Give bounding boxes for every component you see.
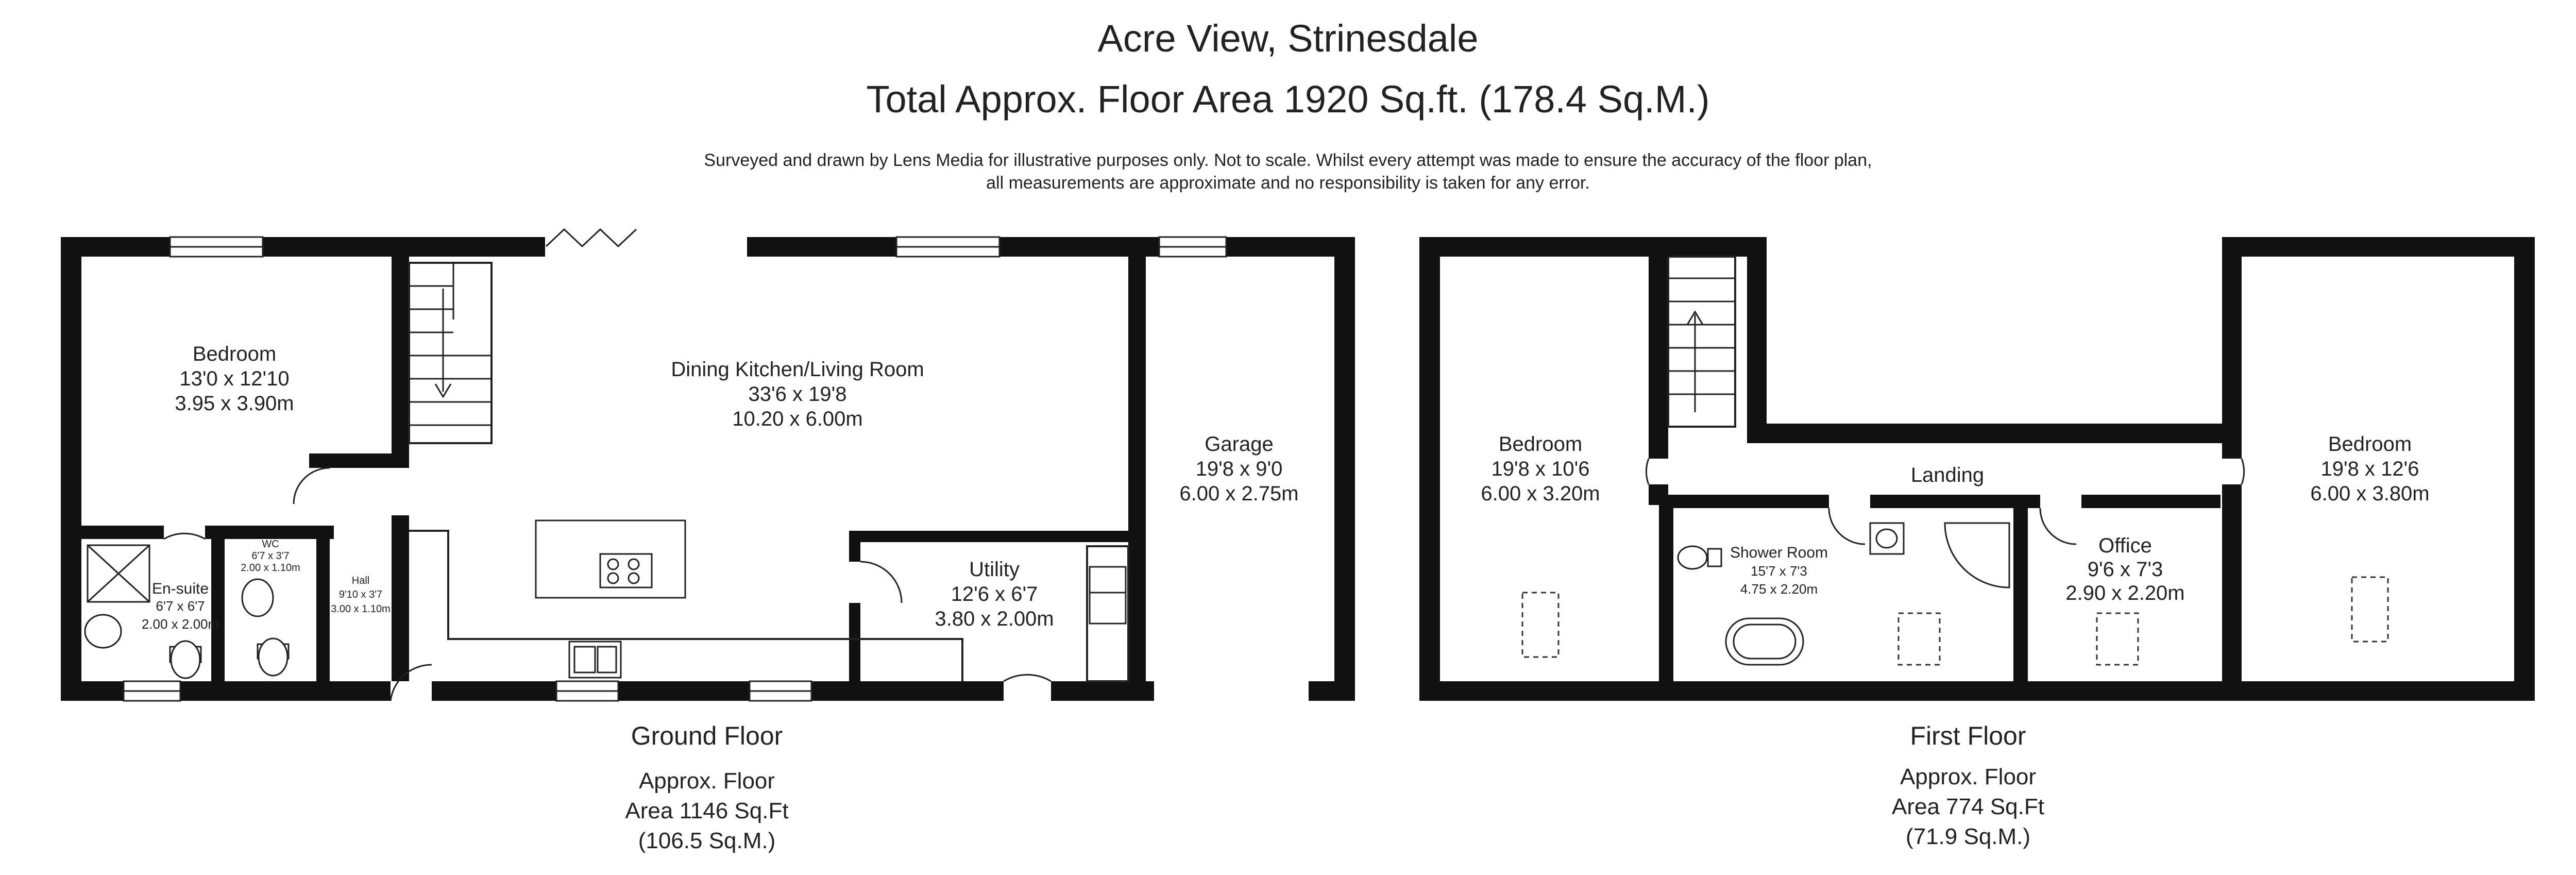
ensuite-metric: 2.00 x 2.00m — [141, 616, 219, 632]
ground-floor-plan — [61, 229, 1355, 853]
garage-name: Garage — [1205, 433, 1274, 456]
gf-bedroom-imperial: 13'0 x 12'10 — [179, 367, 290, 390]
shower-metric: 4.75 x 2.20m — [1740, 581, 1818, 597]
first-floor-area-2: Area 774 Sq.Ft — [1892, 794, 2044, 819]
ff-bedroom-left-name: Bedroom — [1498, 433, 1583, 456]
wc-name: WC — [262, 539, 279, 550]
gf-bedroom-metric: 3.95 x 3.90m — [175, 392, 294, 415]
ff-bedroom-right-metric: 6.00 x 3.80m — [2310, 482, 2430, 505]
shower-name: Shower Room — [1730, 544, 1828, 561]
wc-metric: 2.00 x 1.10m — [241, 562, 300, 574]
utility-name: Utility — [969, 558, 1020, 581]
wc-imperial: 6'7 x 3'7 — [251, 550, 290, 562]
kitchen-name: Dining Kitchen/Living Room — [671, 358, 924, 381]
ground-floor-area-3: (106.5 Sq.M.) — [638, 828, 776, 853]
office-imperial: 9'6 x 7'3 — [2087, 558, 2163, 581]
garage-imperial: 19'8 x 9'0 — [1195, 458, 1283, 480]
utility-imperial: 12'6 x 6'7 — [951, 583, 1038, 605]
hall-imperial: 9'10 x 3'7 — [338, 589, 383, 600]
first-floor-area-3: (71.9 Sq.M.) — [1905, 824, 2031, 849]
ground-floor-area-1: Approx. Floor — [638, 768, 775, 794]
garage-metric: 6.00 x 2.75m — [1179, 482, 1299, 505]
office-metric: 2.90 x 2.20m — [2065, 582, 2185, 604]
disclaimer-line-1: Surveyed and drawn by Lens Media for illustrative purposes only. Not to scale. Whilst every attempt was made to ensure the accuracy of the floor plan, — [704, 150, 1872, 170]
ensuite-name: En-suite — [151, 580, 209, 597]
ff-bedroom-right-name: Bedroom — [2328, 433, 2412, 456]
ensuite-imperial: 6'7 x 6'7 — [156, 598, 205, 614]
ff-bedroom-left-imperial: 19'8 x 10'6 — [1491, 458, 1590, 480]
hall-metric: 3.00 x 1.10m — [331, 603, 391, 615]
hall-name: Hall — [351, 575, 370, 586]
total-area: Total Approx. Floor Area 1920 Sq.ft. (178.4 Sq.M.) — [866, 78, 1710, 121]
plan-title: Acre View, Strinesdale — [1097, 17, 1479, 60]
ff-bedroom-right-imperial: 19'8 x 12'6 — [2320, 458, 2419, 480]
ff-bedroom-left-metric: 6.00 x 3.20m — [1481, 482, 1600, 505]
first-floor-label: First Floor — [1910, 721, 2026, 750]
first-floor-plan — [1419, 237, 2535, 849]
shower-imperial: 15'7 x 7'3 — [1751, 563, 1807, 579]
kitchen-imperial: 33'6 x 19'8 — [748, 383, 847, 406]
kitchen-metric: 10.20 x 6.00m — [732, 408, 863, 430]
ground-floor-label: Ground Floor — [631, 721, 783, 750]
gf-bedroom-name: Bedroom — [192, 343, 277, 365]
office-name: Office — [2098, 534, 2152, 557]
landing-name: Landing — [1910, 464, 1985, 486]
ground-floor-area-2: Area 1146 Sq.Ft — [625, 798, 789, 823]
disclaimer-line-2: all measurements are approximate and no responsibility is taken for any error. — [986, 173, 1590, 193]
first-floor-area-1: Approx. Floor — [1900, 764, 2037, 789]
utility-metric: 3.80 x 2.00m — [935, 608, 1054, 630]
